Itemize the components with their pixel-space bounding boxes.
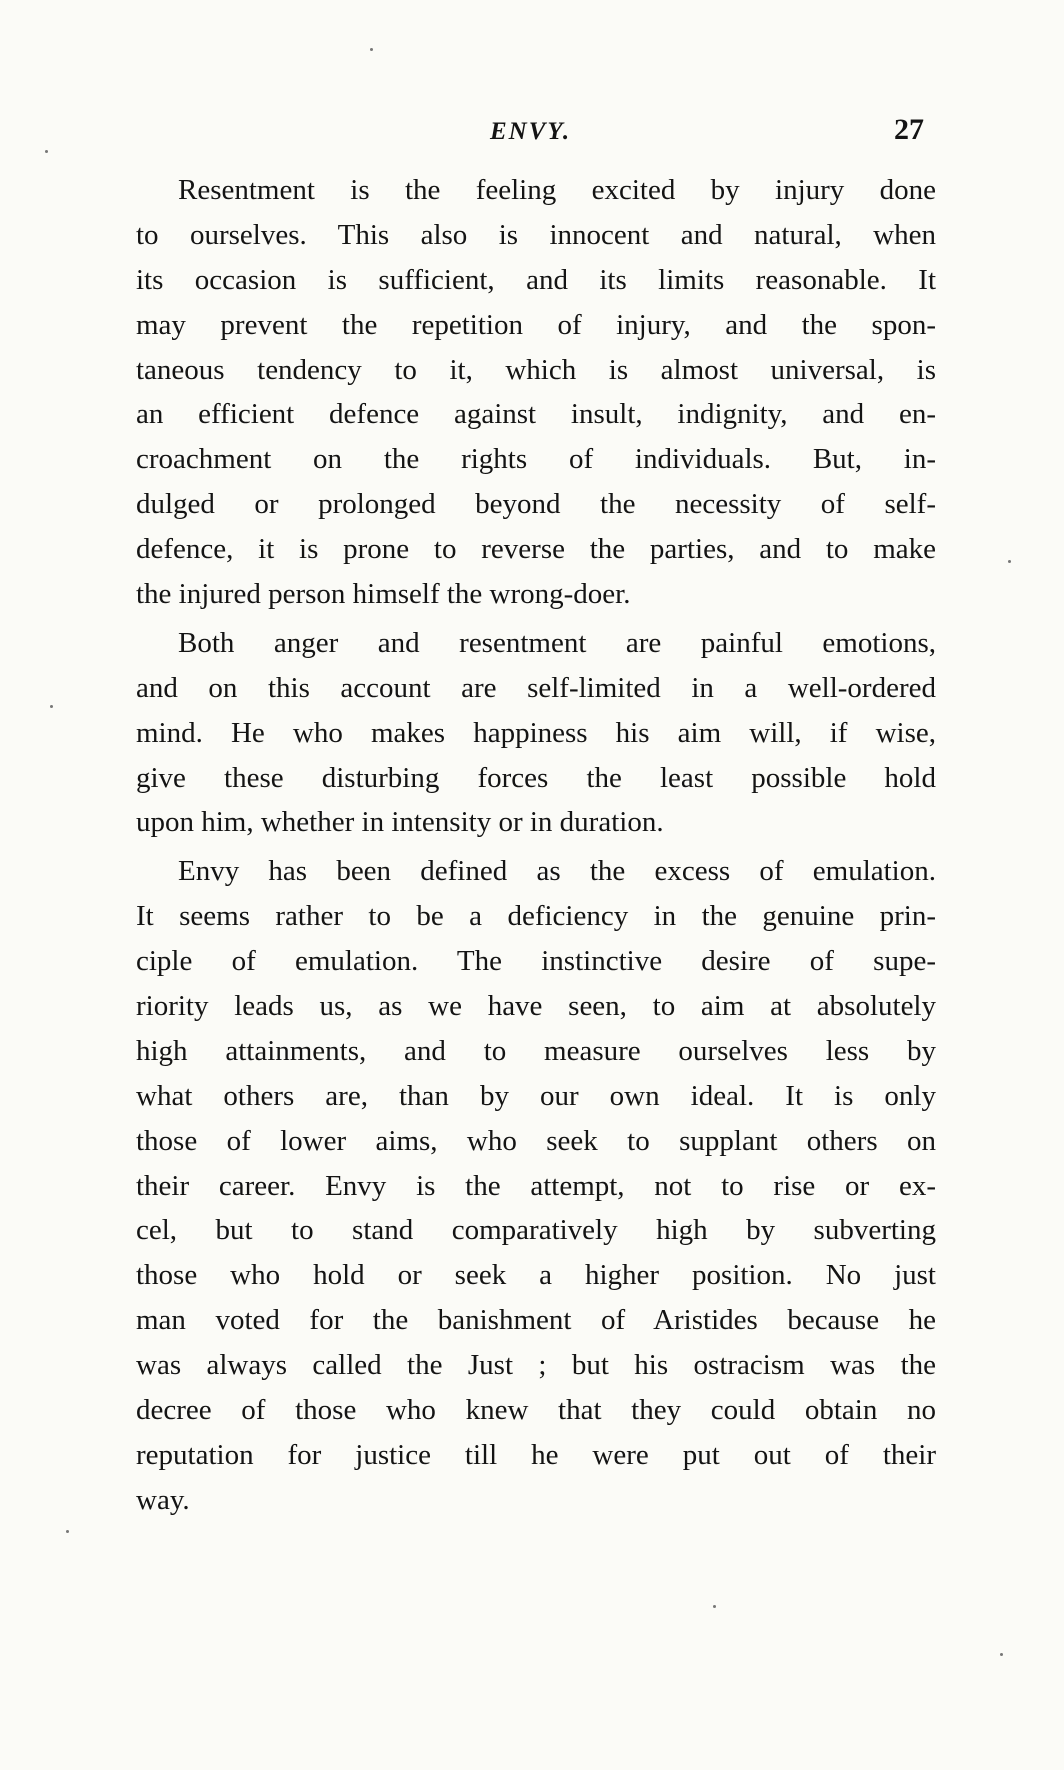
text-line: ciple of emulation. The instinctive desire of supe- (136, 945, 936, 978)
text-line: the injured person himself the wrong-doer. (136, 578, 631, 611)
text-line: what others are, than by our own ideal. It is only (136, 1079, 936, 1112)
scan-speck (45, 150, 48, 153)
text-line: was always called the Just ; but his ostracism was the (136, 1349, 936, 1382)
text-line: mind. He who makes happiness his aim will, if wise, (136, 716, 936, 749)
text-line: decree of those who knew that they could obtain no (136, 1394, 936, 1427)
paragraph-anger (136, 621, 936, 845)
text-line: high attainments, and to measure ourselves less by (136, 1034, 936, 1067)
text-line: croachment on the rights of individuals. But, in- (136, 443, 936, 476)
paragraph-envy (136, 849, 936, 1522)
running-head (0, 113, 1064, 158)
scan-speck (1000, 1653, 1003, 1656)
text-line: Both anger and resentment are painful emotions, (178, 626, 936, 659)
text-line: an efficient defence against insult, indignity, and en- (136, 398, 936, 431)
text-line: and on this account are self-limited in a well-ordered (136, 671, 936, 704)
scan-speck (50, 705, 53, 708)
text-line: dulged or prolonged beyond the necessity of self- (136, 488, 936, 521)
text-line: riority leads us, as we have seen, to aim at absolutely (136, 990, 936, 1023)
text-line: man voted for the banishment of Aristides because he (136, 1304, 936, 1337)
text-line: defence, it is prone to reverse the parties, and to make (136, 533, 936, 566)
text-line: their career. Envy is the attempt, not to rise or ex- (136, 1169, 936, 1202)
text-line: way. (136, 1483, 190, 1516)
scan-speck (370, 48, 373, 51)
text-line: give these disturbing forces the least possible hold (136, 761, 936, 794)
scan-speck (66, 1530, 69, 1533)
text-line: its occasion is sufficient, and its limits reasonable. It (136, 263, 936, 296)
page-number: 27 (894, 113, 924, 146)
paragraph-resentment (136, 168, 936, 617)
text-line: those who hold or seek a higher position. No just (136, 1259, 936, 1292)
text-line: may prevent the repetition of injury, and the spon- (136, 308, 936, 341)
text-line: to ourselves. This also is innocent and natural, when (136, 218, 936, 251)
scan-speck (713, 1605, 716, 1608)
running-title: ENVY. (490, 118, 572, 145)
text-line: It seems rather to be a deficiency in the genuine prin- (136, 900, 936, 933)
body-text (136, 168, 936, 1527)
text-line: reputation for justice till he were put out of their (136, 1438, 936, 1471)
text-line: cel, but to stand comparatively high by subverting (136, 1214, 936, 1247)
text-line: Envy has been defined as the excess of emulation. (178, 855, 936, 888)
scan-speck (1008, 560, 1011, 563)
text-line: taneous tendency to it, which is almost universal, is (136, 353, 936, 386)
text-line: Resentment is the feeling excited by injury done (178, 174, 936, 206)
text-line: those of lower aims, who seek to supplant others on (136, 1124, 936, 1157)
text-line: upon him, whether in intensity or in duration. (136, 806, 664, 839)
